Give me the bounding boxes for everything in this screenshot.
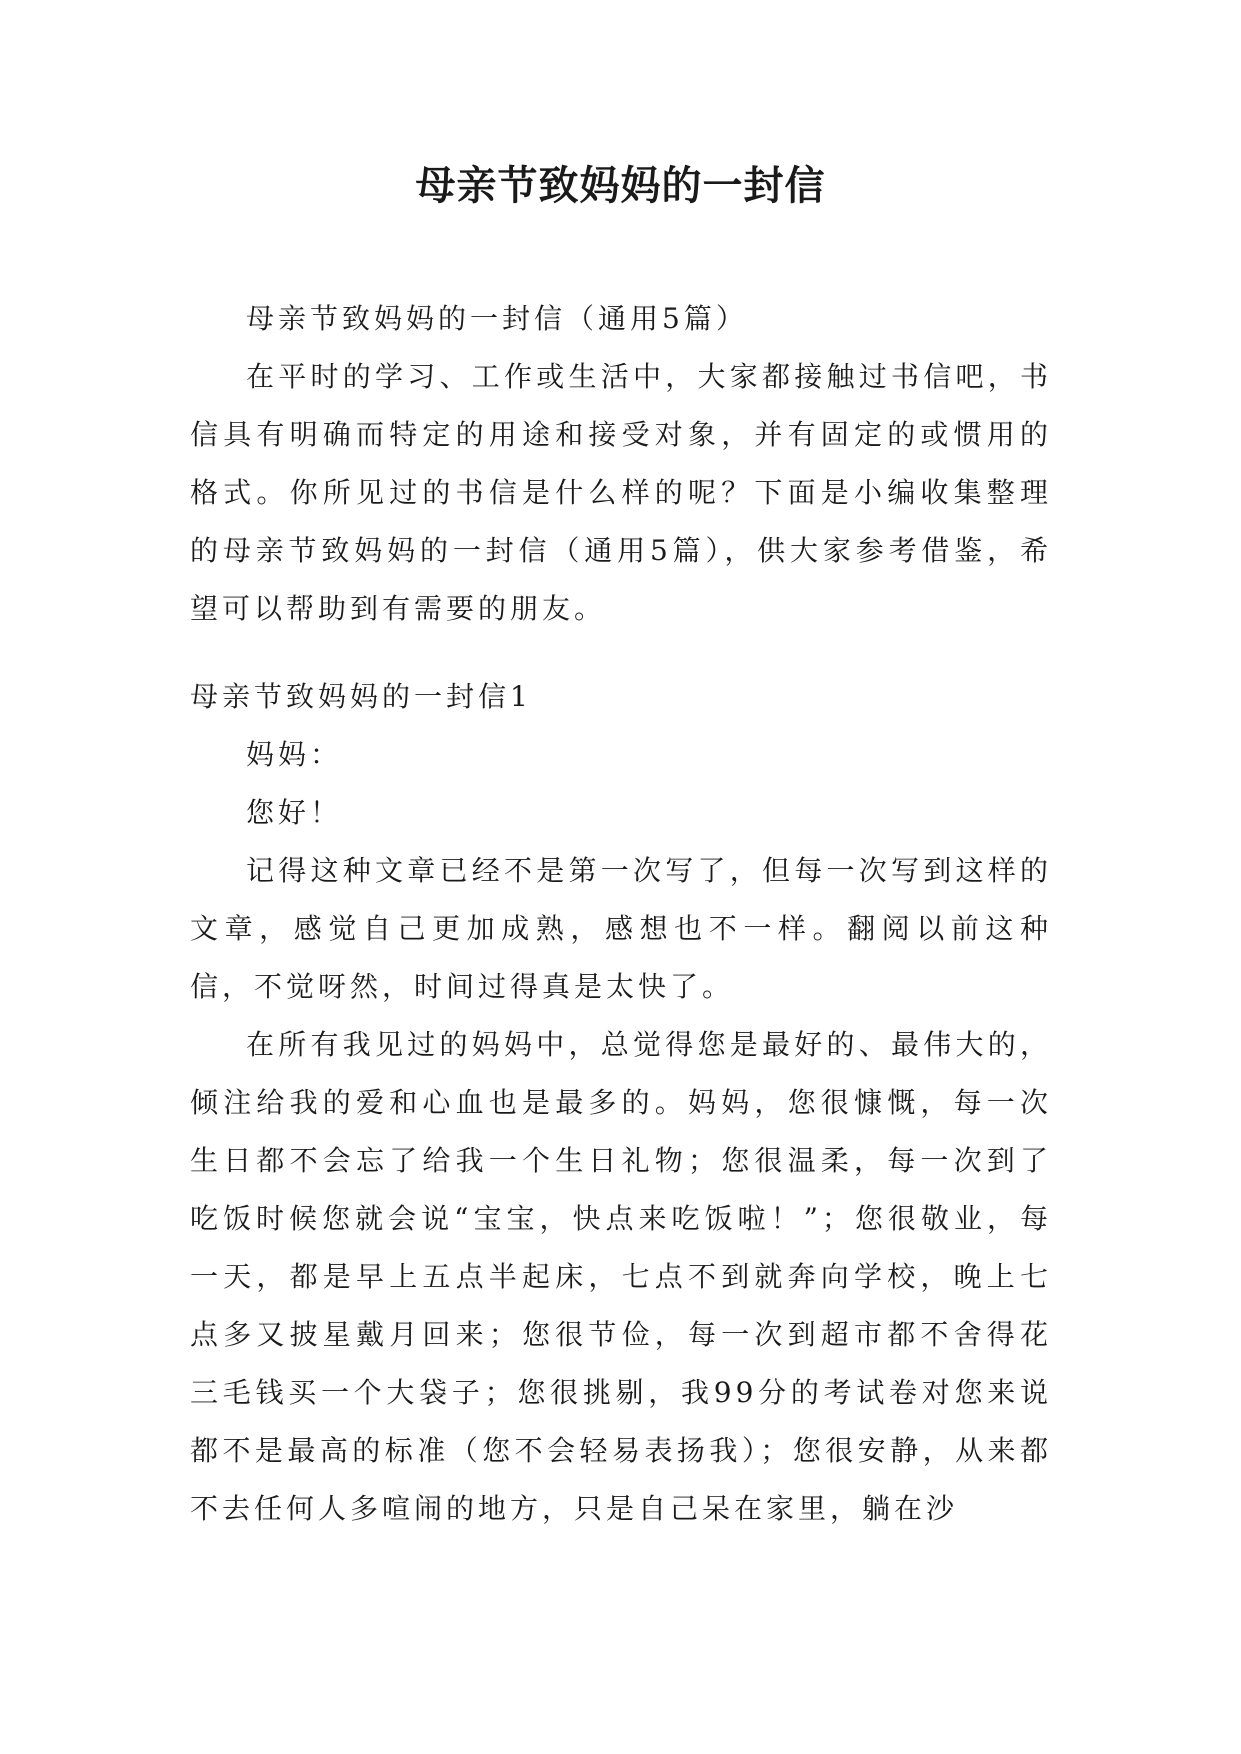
letter-paragraph-2: 在所有我见过的妈妈中，总觉得您是最好的、最伟大的，倾注给我的爱和心血也是最多的。妈妈，您很慷慨，每一次生日都不会忘了给我一个生日礼物；您很温柔，每一次到了吃饭时候您就会说“宝宝，快点来吃饭啦！”；您很敬业，每一天，都是早上五点半起床，七点不到就奔向学校，晚上七点多又披星戴月回来；您很节俭，每一次到超市都不舍得花三毛钱买一个大袋子；您很挑剔，我99分的考试卷对您来说都不是最高的标准（您不会轻易表扬我）；您很安静，从来都不去任何人多喧闹的地方，只是自己呆在家里，躺在沙	[190, 1028, 1052, 1525]
letter-greeting: 您好！	[246, 796, 343, 829]
document-title: 母亲节致妈妈的一封信	[415, 162, 826, 209]
section-heading: 母亲节致妈妈的一封信1	[190, 680, 532, 713]
letter-paragraph-1: 记得这种文章已经不是第一次写了，但每一次写到这样的文章，感觉自己更加成熟，感想也不一样。翻阅以前这种信，不觉呀然，时间过得真是太快了。	[190, 854, 1052, 1003]
letter-salutation: 妈妈：	[246, 738, 343, 771]
intro-subtitle: 母亲节致妈妈的一封信（通用5篇）	[246, 302, 748, 335]
intro-paragraph: 在平时的学习、工作或生活中，大家都接触过书信吧，书信具有明确而特定的用途和接受对象，并有固定的或惯用的格式。你所见过的书信是什么样的呢？下面是小编收集整理的母亲节致妈妈的一封信（通用5篇），供大家参考借鉴，希望可以帮助到有需要的朋友。	[190, 360, 1052, 625]
section-gap	[190, 638, 1052, 668]
document-body	[190, 290, 1052, 1538]
